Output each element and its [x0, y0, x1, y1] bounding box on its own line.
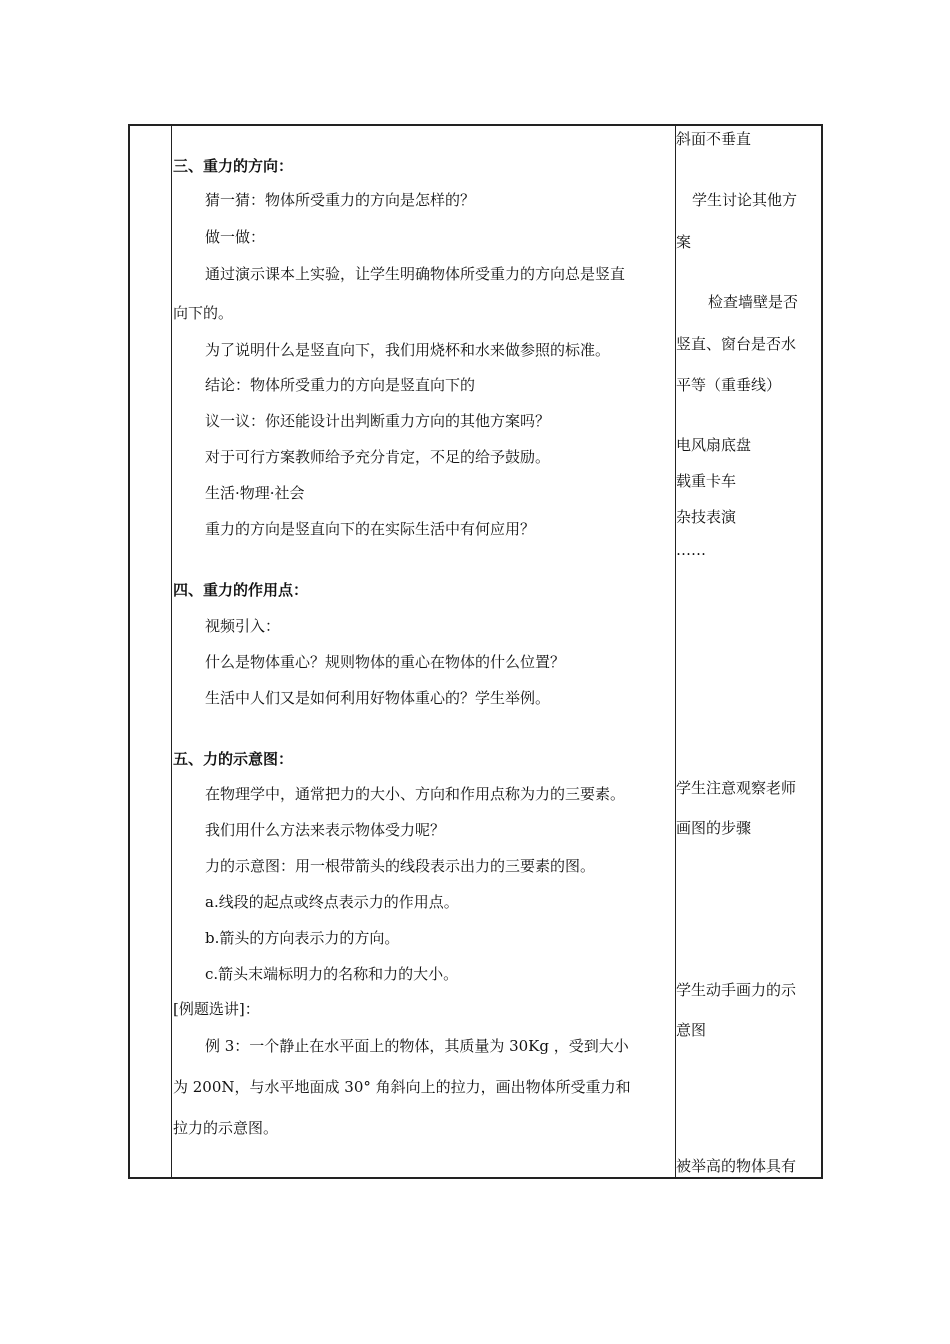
text-line: a.线段的起点或终点表示力的作用点。 — [205, 893, 459, 911]
section-5-title: 五、力的示意图： — [173, 750, 294, 768]
table-divider-left — [171, 126, 172, 1177]
text-line: 议一议：你还能设计出判断重力方向的其他方案吗？ — [205, 412, 551, 430]
text-line: 视频引入： — [205, 617, 281, 635]
text-line: 通过演示课本上实验，让学生明确物体所受重力的方向总是竖直 — [205, 265, 626, 283]
text-line: 什么是物体重心？规则物体的重心在物体的什么位置？ — [205, 653, 566, 671]
note-text: 载重卡车 — [676, 472, 737, 490]
text-line: 在物理学中，通常把力的大小、方向和作用点称为力的三要素。 — [205, 785, 626, 803]
text-line: 我们用什么方法来表示物体受力呢？ — [205, 821, 446, 839]
text-line: 例 3：一个静止在水平面上的物体，其质量为 30Kg ，受到大小 — [205, 1037, 629, 1055]
note-text: 被举高的物体具有 — [676, 1157, 797, 1175]
text-line: 重力的方向是竖直向下的在实际生活中有何应用？ — [205, 520, 536, 538]
note-text: 案 — [676, 233, 692, 251]
text-line: 为 200N，与水平地面成 30° 角斜向上的拉力，画出物体所受重力和 — [173, 1078, 631, 1096]
note-text: 斜面不垂直 — [676, 130, 752, 148]
note-text: 电风扇底盘 — [676, 436, 752, 454]
note-text: …… — [676, 541, 706, 559]
text-line: c.箭头末端标明力的名称和力的大小。 — [205, 965, 459, 983]
text-line: b.箭头的方向表示力的方向。 — [205, 929, 400, 947]
note-text: 平等（重垂线） — [676, 376, 782, 394]
text-line: 生活中人们又是如何利用好物体重心的？学生举例。 — [205, 689, 551, 707]
note-text: 画图的步骤 — [676, 819, 752, 837]
note-text: 意图 — [676, 1021, 707, 1039]
text-line: 结论：物体所受重力的方向是竖直向下的 — [205, 376, 476, 394]
section-3-title: 三、重力的方向： — [173, 157, 294, 175]
note-text: 学生讨论其他方 — [692, 191, 798, 209]
text-line: 猜一猜：物体所受重力的方向是怎样的？ — [205, 191, 476, 209]
text-line: 向下的。 — [173, 304, 234, 322]
text-line: 力的示意图：用一根带箭头的线段表示出力的三要素的图。 — [205, 857, 596, 875]
note-text: 杂技表演 — [676, 508, 737, 526]
example-heading: [例题选讲]： — [173, 1000, 260, 1018]
text-line: 生活·物理·社会 — [205, 484, 305, 502]
text-line: 拉力的示意图。 — [173, 1119, 279, 1137]
text-line: 做一做： — [205, 228, 266, 246]
note-text: 竖直、窗台是否水 — [676, 335, 797, 353]
text-line: 对于可行方案教师给予充分肯定，不足的给予鼓励。 — [205, 448, 551, 466]
text-line: 为了说明什么是竖直向下，我们用烧杯和水来做参照的标准。 — [205, 341, 611, 359]
section-4-title: 四、重力的作用点： — [173, 581, 309, 599]
note-text: 检查墙壁是否 — [708, 293, 799, 311]
note-text: 学生注意观察老师 — [676, 779, 797, 797]
note-text: 学生动手画力的示 — [676, 981, 797, 999]
